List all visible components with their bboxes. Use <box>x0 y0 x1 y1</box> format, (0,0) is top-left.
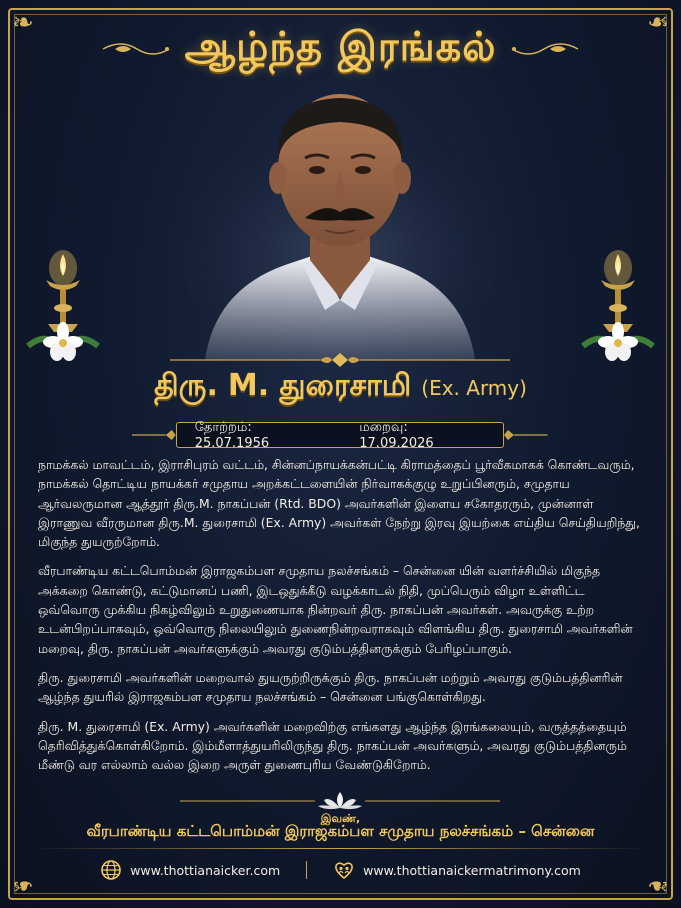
left-date-ornament-icon <box>132 428 176 442</box>
dates-bar <box>132 421 548 449</box>
deceased-name <box>0 368 681 414</box>
footer <box>0 853 681 887</box>
dates-box <box>176 419 505 451</box>
death-label: மறைவு: <box>359 419 408 435</box>
birth-value: 25.07.1956 <box>194 435 270 451</box>
footer-link-1[interactable]: www.thottianaicker.com <box>130 862 281 878</box>
footer-site-1[interactable] <box>100 859 280 881</box>
footer-site-2[interactable] <box>333 859 581 881</box>
birth-label: தோற்றம்: <box>194 419 252 435</box>
name-main: M. துரைசாமி <box>227 368 412 403</box>
jasmine-flower-icon <box>28 322 98 361</box>
name-suffix: (Ex. Army) <box>421 376 527 400</box>
footer-separator <box>306 861 307 879</box>
ornamental-divider-icon <box>170 352 510 368</box>
name-prefix: திரு. <box>154 368 218 403</box>
corner-ornament-icon: ❧ <box>12 870 34 900</box>
portrait-photo <box>175 70 505 360</box>
jasmine-flower-icon <box>583 322 653 361</box>
page-title: ஆழ்ந்த இரங்கல் <box>184 23 497 70</box>
heart-hands-icon <box>333 859 355 881</box>
message-paragraph: திரு. துரைசாமி அவர்களின் மறைவால் துயருற்றிருக்கும் திரு. நாகப்பன் மற்றும் அவரது குடும்பத்தினரின் ஆழ்ந்த துயரில் இராஜகம்பள சமுதாய நலச்சங்கம் – சென்னை பங்குகொள்கிறது. <box>38 669 623 705</box>
death-date <box>359 420 485 451</box>
corner-ornament-icon: ❧ <box>647 870 669 900</box>
corner-ornament-icon: ❧ <box>12 8 34 38</box>
oil-lamp-icon <box>18 250 108 370</box>
birth-date <box>195 420 330 451</box>
footer-link-2[interactable]: www.thottianaickermatrimony.com <box>363 862 581 878</box>
condolence-message <box>38 455 650 774</box>
left-flourish-icon <box>101 37 171 61</box>
signature-organization: வீரபாண்டிய கட்டபொம்மன் இராஜகம்பள சமுதாய நலச்சங்கம் – சென்னை <box>86 822 595 840</box>
footer-divider <box>30 848 650 849</box>
oil-lamp-icon <box>573 250 663 370</box>
message-paragraph: நாமக்கல் மாவட்டம், இராசிபுரம் வட்டம், சின்னப்நாயக்கன்பட்டி கிராமத்தைப் பூர்வீகமாகக் கொண்டவரும், நாமக்கல் தொட்டிய நாயக்கர் சமுதாய அறக்கட்டளையின் நிர்வாகக்குழு உறுப்பினரும், சமுதாய ஆர்வலருமான ஆத்தூர் திரு.M. நாகப்பன் (Rtd. BDO) அவர்களின் இளைய சகோதரரும், முன்னாள் இராணுவ வீரருமான திரு.M. துரைசாமி (Ex. Army) அவர்கள் நேற்று இரவு இயற்கை எய்திய செய்தியறிந்து, மிகுந்த துயருற்றோம். <box>38 457 640 550</box>
globe-icon <box>100 859 122 881</box>
lotus-icon <box>180 790 500 812</box>
right-flourish-icon <box>510 37 580 61</box>
death-value: 17.09.2026 <box>359 435 434 451</box>
signature-from: இவண், <box>320 812 361 825</box>
message-paragraph: திரு. M. துரைசாமி (Ex. Army) அவர்களின் மறைவிற்கு எங்களது ஆழ்ந்த இரங்கலையும், வருத்தத்தையும் தெரிவித்துக்கொள்கிறோம். இம்மீளாத்துயரிலிருந்து திரு. நாகப்பன் அவர்களும், அவரது குடும்பத்தினரும் மீண்டு வர எல்லாம் வல்ல இறை அருள் துணைபுரிய வேண்டுகிறோம். <box>38 718 627 773</box>
corner-ornament-icon: ❧ <box>647 8 669 38</box>
message-paragraph: வீரபாண்டிய கட்டபொம்மன் இராஜகம்பள சமுதாய நலச்சங்கம் – சென்னை யின் வளர்ச்சியில் மிகுந்த அக்கறை கொண்டு, கட்டுமானப் பணி, இடஒதுக்கீடு வழக்காடல் நிதி, முப்பெரும் விழா உள்ளிட்ட ஒவ்வொரு முக்கிய நிகழ்விலும் உறுதுணையாக நின்றவர் திரு. நாகப்பன் அவர்கள். அவருக்கு உற்ற உடன்பிறப்பாகவும், ஒவ்வொரு நிலையிலும் துணைநின்றவராகவும் விளங்கிய திரு. துரைசாமி அவர்களின் மறைவு, திரு. நாகப்பன் அவர்களுக்கும் அவரது குடும்பத்தினருக்கும் பேரிழப்பாகும். <box>38 563 633 656</box>
right-date-ornament-icon <box>504 428 548 442</box>
